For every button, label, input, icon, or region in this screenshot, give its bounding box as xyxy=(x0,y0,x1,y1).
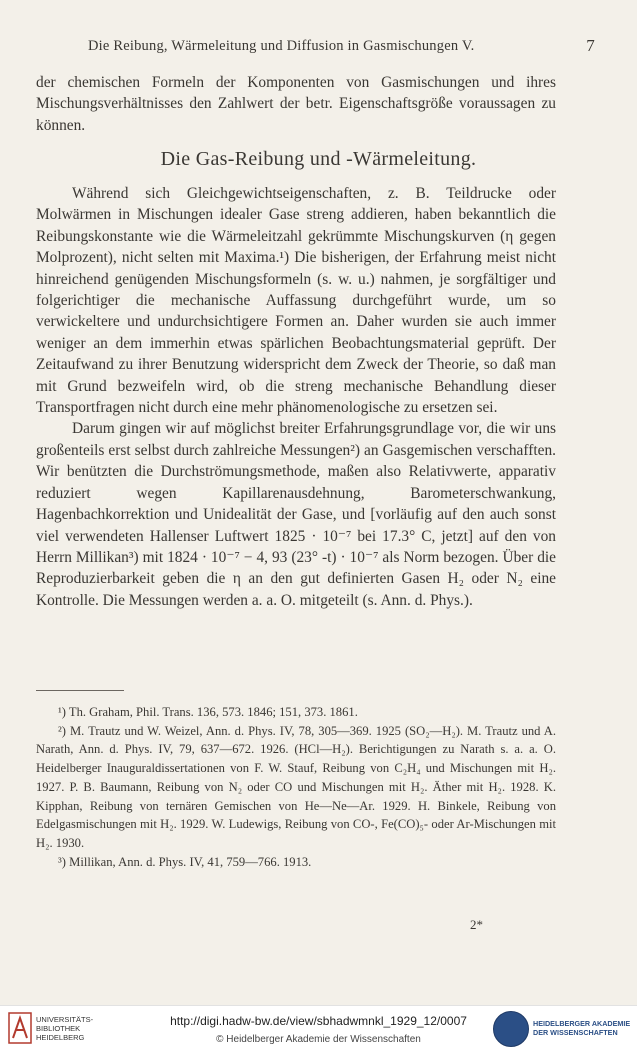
running-head-title: Die Reibung, Wärmeleitung und Diffusion in Gasmischungen V. xyxy=(88,38,475,54)
academy-label: HEIDELBERGER AKADEMIE DER WISSENSCHAFTEN xyxy=(533,1019,631,1037)
intro-paragraph xyxy=(36,72,556,136)
footnotes xyxy=(36,703,556,871)
viewer-footer xyxy=(0,1005,637,1052)
footnote-1: ¹) Th. Graham, Phil. Trans. 136, 573. 1846; 151, 373. 1861. xyxy=(58,705,358,719)
copyright-notice: © Heidelberger Akademie der Wissenschaften xyxy=(216,1034,421,1045)
signature-mark: 2* xyxy=(470,917,483,932)
footnote-2: ²) M. Trautz und W. Weizel, Ann. d. Phys. IV, 78, 305—369. 1925 (SO₂—H₂). M. Trautz und A. Narath, Ann. d. Phys. IV, 79, 637—672. 1926. (HCl—H₂). Berichtigungen zu Narath s. a. a. O. Heidelberger Inauguraldissertationen von F. W. Stauf, Reibung von C₂H₄ und Mischungen mit H₂. 1927. P. B. Baumann, Reibung von N₂ oder CO und Mischungen mit H₂. Äther mit H₂. 1928. K. Kipphan, Reibung von ternären Gemischen von He—Ne—Ar. 1929. H. Binkele, Reibung von Edelgasmischungen mit H₂. 1929. W. Ludewigs, Reibung von CO-, Fe(CO)₅- oder Ar-Mischungen mit H₂. 1930. xyxy=(36,723,556,850)
body-text xyxy=(36,183,556,611)
footnote-3: ³) Millikan, Ann. d. Phys. IV, 41, 759—766. 1913. xyxy=(58,854,312,869)
body-paragraph-2: Darum gingen wir auf möglichst breiter Erfahrungsgrundlage vor, die wir uns großenteils erst selbst durch zahlreiche Messungen²) an Gasgemischen verschafften. Wir benützten die Durchströmungsmethode, maßen also Relativwerte, apparativ reduziert wegen Kapillarenausdehnung, Barometerschwankung, Hagenbachkorrektion und Unidealität der Gase, und [vorläufig auf den auch sonst viel verwendeten Hallenser Luftwert 1825 · 10⁻⁷ bei 17.3° C, jetzt] auf den von Herrn Millikan³) mit 1824 · 10⁻⁷ − 4, 93 (23° -t) · 10⁻⁷ als Norm bezogen. Über die Reproduzierbarkeit geben die η an den gut definierten Gasen H₂ oder N₂ eine Kontrolle. Die Messungen werden a. a. O. mitgeteilt (s. Ann. d. Phys.). xyxy=(36,420,556,609)
section-heading: Die Gas-Reibung und -Wärmeleitung. xyxy=(160,148,477,170)
academy-seal-icon xyxy=(493,1011,529,1047)
body-paragraph-1: Während sich Gleichgewichtseigenschaften, z. B. Teildrucke oder Molwärmen in Mischungen idealer Gase streng addieren, haben bekanntlich die Reibungskonstante wie die Wärmeleitzahl gekrümmte Mischungskurven (η gegen Molprozent), nicht selten mit Maxima.¹) Die bisherigen, der Erfahrung meist nicht hinreichend genügenden Mischungsformeln (s. w. u.) nahmen, je sorgfältiger und folgerichtiger die mechanische Auffassung durchgeführt wurde, um so verwickeltere und undurchsichtigere Formen an. Daher wurden sie auch immer weniger an dem immerhin etwas spärlichen Beobachtungsmaterial geprüft. Der Zeitaufwand zu ihrer Benutzung widerspricht dem Zweck der Theorie, so daß man mit Grund bezweifeln wird, ob die streng mechanische Behandlung dieser Transportfragen nicht durch eine mehr phänomenologische zu ersetzen sei. xyxy=(36,185,556,417)
permalink[interactable]: http://digi.hadw-bw.de/view/sbhadwmnkl_1929_12/0007 xyxy=(170,1014,467,1028)
page-number: 7 xyxy=(586,36,595,55)
library-label: UNIVERSITÄTS- BIBLIOTHEK HEIDELBERG xyxy=(36,1015,94,1042)
footnote-divider xyxy=(36,690,124,691)
intro-text: der chemischen Formeln der Komponenten von Gasmischungen und ihres Mischungsverhältnisses den Zahlwert der betr. Eigenschaftsgröße voraussagen zu können. xyxy=(36,74,556,134)
